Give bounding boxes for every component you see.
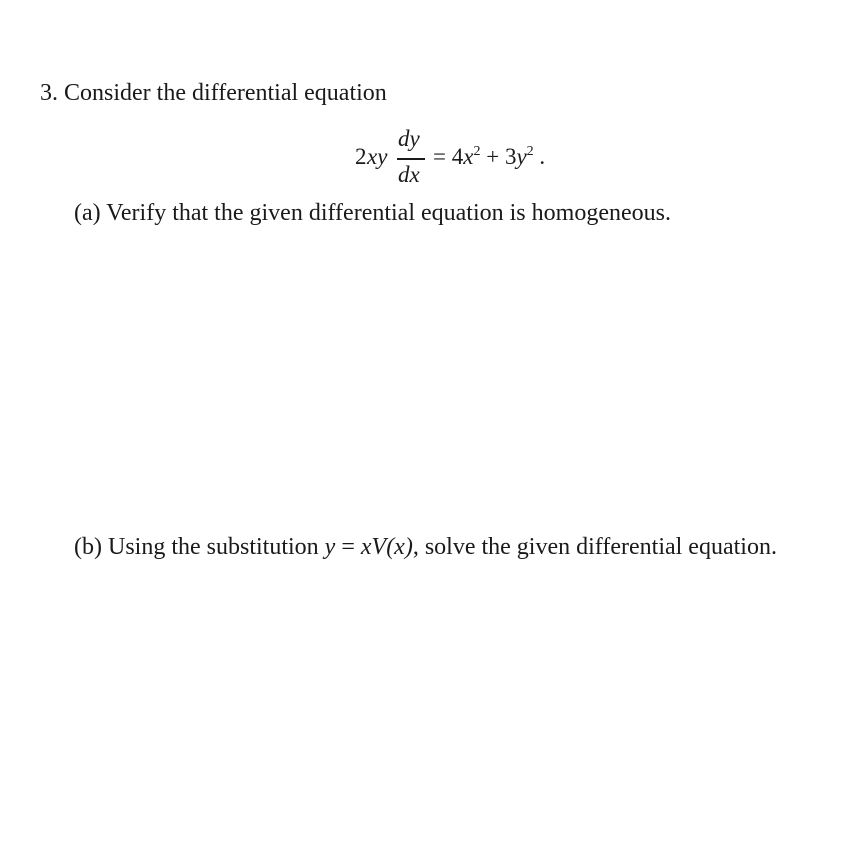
term2-exponent: 2	[526, 144, 534, 159]
part-a	[74, 198, 671, 228]
part-b-label: (b)	[74, 534, 102, 560]
plus-sign: +	[486, 144, 500, 169]
substitution-rhs: xV(x)	[360, 534, 413, 560]
part-b-text-after: , solve the given differential equation.	[412, 534, 777, 560]
term2-variable: y	[516, 144, 527, 169]
term2-coefficient: 3	[504, 144, 517, 169]
problem-heading	[40, 78, 387, 108]
substitution-y: y	[324, 534, 336, 560]
term1-coefficient: 4	[451, 144, 464, 169]
term1-variable: x	[463, 144, 474, 169]
equals-sign: =	[433, 144, 446, 169]
lhs-variables: xy	[367, 144, 388, 169]
part-b	[74, 532, 777, 562]
substitution-equals: =	[341, 534, 355, 560]
term1-exponent: 2	[473, 144, 481, 159]
part-a-label: (a)	[74, 200, 101, 226]
derivative-denominator: dx	[398, 162, 420, 187]
part-a-text: Verify that the given differential equation is homogeneous.	[106, 200, 671, 226]
part-b-text-before: Using the substitution	[107, 534, 319, 560]
fraction-bar	[397, 158, 425, 160]
lhs-coefficient: 2	[355, 144, 367, 169]
equation-rhs	[433, 144, 545, 170]
equation-period: .	[539, 144, 546, 169]
problem-number: 3.	[40, 80, 58, 106]
derivative-numerator: dy	[398, 126, 420, 151]
problem-intro: Consider the differential equation	[64, 80, 387, 106]
